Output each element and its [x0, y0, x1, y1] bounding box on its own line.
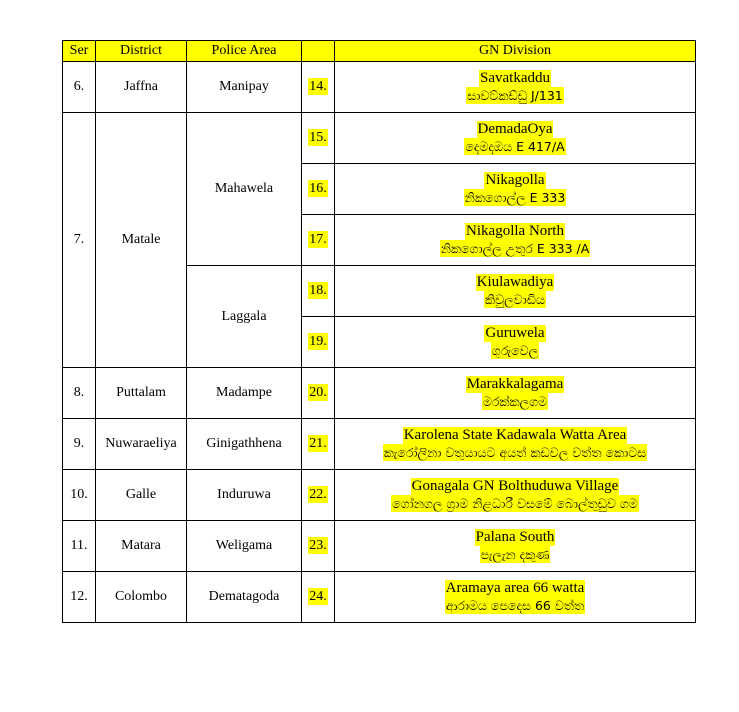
gn-division-cell: [335, 62, 696, 113]
gn-name-english: DemadaOya: [477, 120, 553, 137]
ser-cell: 8.: [63, 368, 96, 419]
gn-division-cell: [335, 521, 696, 572]
police-area-cell: Induruwa: [187, 470, 302, 521]
gn-name-english: Gonagala GN Bolthuduwa Village: [411, 477, 619, 494]
district-cell: Jaffna: [96, 62, 187, 113]
district-cell: Puttalam: [96, 368, 187, 419]
num-cell: 19.: [302, 317, 335, 368]
gn-name-sinhala: ගෝනගල ග්‍රාම නිළධාරී වසමේ බොල්තුඩුව ගම: [392, 495, 638, 511]
gn-name-sinhala: දෙමදඔය E 417/A: [465, 138, 565, 154]
table-row: [63, 419, 696, 470]
ser-cell: 7.: [63, 113, 96, 368]
gn-division-cell: [335, 419, 696, 470]
police-area-cell: Laggala: [187, 266, 302, 368]
gn-name-english: Palana South: [475, 528, 555, 545]
num-cell: 23.: [302, 521, 335, 572]
ser-cell: 9.: [63, 419, 96, 470]
ser-cell: 11.: [63, 521, 96, 572]
gn-division-table: [62, 40, 696, 623]
gn-name-english: Marakkalagama: [466, 375, 564, 392]
district-cell: Matale: [96, 113, 187, 368]
police-area-cell: Madampe: [187, 368, 302, 419]
num-cell: 21.: [302, 419, 335, 470]
gn-name-sinhala: මරක්කලගම: [482, 393, 548, 409]
police-area-cell: Manipay: [187, 62, 302, 113]
table-row: [63, 521, 696, 572]
header-row: [63, 41, 696, 62]
table-row: [63, 62, 696, 113]
table-row: [63, 113, 696, 164]
ser-cell: 10.: [63, 470, 96, 521]
gn-name-english: Nikagolla North: [466, 222, 564, 239]
gn-division-cell: [335, 470, 696, 521]
gn-name-sinhala: නිකගොල්ල E 333: [464, 189, 566, 205]
num-cell: 22.: [302, 470, 335, 521]
gn-division-cell: [335, 572, 696, 623]
num-cell: 16.: [302, 164, 335, 215]
ser-cell: 12.: [63, 572, 96, 623]
district-cell: Galle: [96, 470, 187, 521]
header-police-area: Police Area: [187, 41, 302, 62]
gn-name-sinhala: කැරෝලිනා වතුයායට අයත් කඩවල වත්ත කොටස: [383, 444, 647, 460]
gn-division-cell: [335, 164, 696, 215]
district-cell: Matara: [96, 521, 187, 572]
gn-name-english: Nikagolla: [485, 171, 545, 188]
num-cell: 14.: [302, 62, 335, 113]
gn-division-cell: [335, 317, 696, 368]
gn-division-cell: [335, 113, 696, 164]
header-district: District: [96, 41, 187, 62]
num-cell: 20.: [302, 368, 335, 419]
police-area-cell: Mahawela: [187, 113, 302, 266]
num-cell: 17.: [302, 215, 335, 266]
gn-name-sinhala: ගුරුවෙල: [491, 342, 539, 358]
table-row: [63, 470, 696, 521]
table-row: [63, 368, 696, 419]
police-area-cell: Weligama: [187, 521, 302, 572]
district-cell: Nuwaraeliya: [96, 419, 187, 470]
num-cell: 15.: [302, 113, 335, 164]
gn-name-sinhala: කිවුලවාඩිය: [484, 291, 546, 307]
gn-name-sinhala: පැලැන දකුණ: [480, 546, 550, 562]
gn-division-cell: [335, 266, 696, 317]
gn-name-english: Karolena State Kadawala Watta Area: [403, 426, 627, 443]
table-row: [63, 572, 696, 623]
gn-name-sinhala: සාවට්කඩ්ඩු J/131: [467, 87, 563, 103]
police-area-cell: Dematagoda: [187, 572, 302, 623]
num-cell: 18.: [302, 266, 335, 317]
gn-name-english: Kiulawadiya: [476, 273, 554, 290]
police-area-cell: Ginigathhena: [187, 419, 302, 470]
num-cell: 24.: [302, 572, 335, 623]
district-cell: Colombo: [96, 572, 187, 623]
header-num: [302, 41, 335, 62]
gn-division-cell: [335, 368, 696, 419]
header-gn-division: GN Division: [335, 41, 696, 62]
header-ser: Ser: [63, 41, 96, 62]
gn-name-sinhala: ආරාමය පෙදෙස 66 වත්ත: [445, 597, 585, 613]
gn-name-english: Guruwela: [485, 324, 545, 341]
gn-name-english: Savatkaddu: [480, 69, 550, 86]
gn-name-sinhala: නිකගොල්ල උතුර E 333 /A: [440, 240, 590, 256]
gn-name-english: Aramaya area 66 watta: [445, 579, 585, 596]
ser-cell: 6.: [63, 62, 96, 113]
gn-division-cell: [335, 215, 696, 266]
